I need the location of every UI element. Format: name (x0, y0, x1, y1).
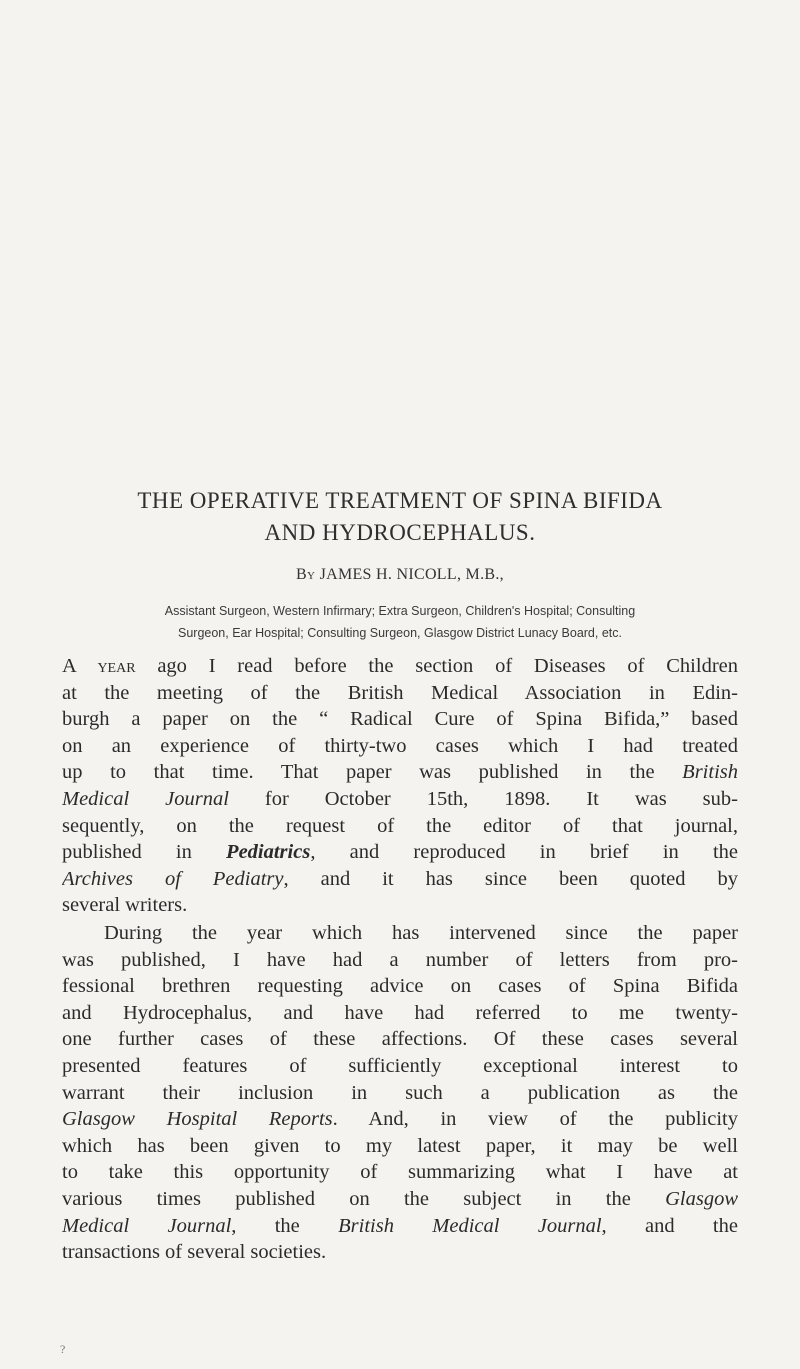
paragraph-2 (62, 920, 738, 1266)
text-line (62, 1213, 738, 1240)
text-line: During the year which has intervened since the paper (104, 922, 738, 944)
author-affiliation-line-2: Surgeon, Ear Hospital; Consulting Surgeon, Glasgow District Lunacy Board, etc. (178, 626, 622, 640)
text-span: ago I read before the section of Diseases of Children (135, 655, 738, 677)
text-span: . And, in view of the publicity (332, 1108, 738, 1131)
text-span: published in (62, 841, 227, 864)
journal-title: Medical Journal (62, 1214, 232, 1237)
author-name: JAMES H. NICOLL, M.B., (319, 566, 504, 583)
text-span: , and it has since been quoted by (283, 867, 738, 890)
journal-title: Medical Journal (62, 787, 229, 810)
journal-title: British (682, 761, 738, 784)
text-line: at the meeting of the British Medical Association in Edin- (62, 681, 738, 704)
text-line: which has been given to my latest paper, it may be well (62, 1134, 738, 1157)
text-line (62, 653, 738, 680)
text-span: for October 15th, 1898. It was sub- (228, 787, 738, 810)
journal-title: Glasgow (665, 1187, 738, 1210)
text-line: one further cases of these affections. Of these cases several (62, 1028, 738, 1051)
text-line: warrant their inclusion in such a publication as the (62, 1081, 738, 1104)
journal-title: Archives of Pediatry (62, 867, 284, 890)
text-span: , and reproduced in brief in the (310, 841, 738, 864)
text-line: transactions of several societies. (62, 1241, 327, 1264)
byline-prefix: By (296, 566, 316, 583)
text-span: up to that time. That paper was published in the (62, 761, 683, 784)
journal-title: Pediatrics (226, 841, 311, 864)
text-line (62, 839, 738, 866)
drop-lead: A year (62, 655, 136, 677)
text-line: was published, I have had a number of letters from pro- (62, 948, 738, 971)
text-line: several writers. (62, 894, 188, 917)
text-line: sequently, on the request of the editor of that journal, (62, 814, 738, 837)
text-line: and Hydrocephalus, and have had referred to me twenty- (62, 1001, 738, 1024)
paragraph-1 (62, 653, 738, 919)
text-line: presented features of sufficiently exceptional interest to (62, 1054, 738, 1077)
text-span: , the (231, 1214, 339, 1237)
article-title-line-1: THE OPERATIVE TREATMENT OF SPINA BIFIDA (137, 488, 663, 513)
author-byline (0, 566, 800, 584)
text-span: , and the (601, 1214, 738, 1237)
article-title-line-2: AND HYDROCEPHALUS. (264, 520, 536, 545)
text-line (62, 786, 738, 813)
journal-title: British Medical Journal (338, 1214, 602, 1237)
author-affiliation-line-1: Assistant Surgeon, Western Infirmary; Extra Surgeon, Children's Hospital; Consulting (164, 604, 636, 618)
text-line: burgh a paper on the “ Radical Cure of Spina Bifida,” based (62, 708, 738, 731)
text-line (62, 759, 738, 786)
text-line (62, 866, 738, 893)
text-line (62, 1106, 738, 1133)
text-line: fessional brethren requesting advice on cases of Spina Bifida (62, 975, 738, 998)
text-line: on an experience of thirty-two cases which I had treated (62, 734, 738, 757)
text-span: various times published on the subject in the (62, 1187, 666, 1210)
journal-title: Glasgow Hospital Reports (62, 1108, 333, 1131)
text-line: to take this opportunity of summarizing what I have at (62, 1161, 738, 1184)
text-line (62, 1186, 738, 1213)
page-mark: ? (60, 1342, 66, 1356)
